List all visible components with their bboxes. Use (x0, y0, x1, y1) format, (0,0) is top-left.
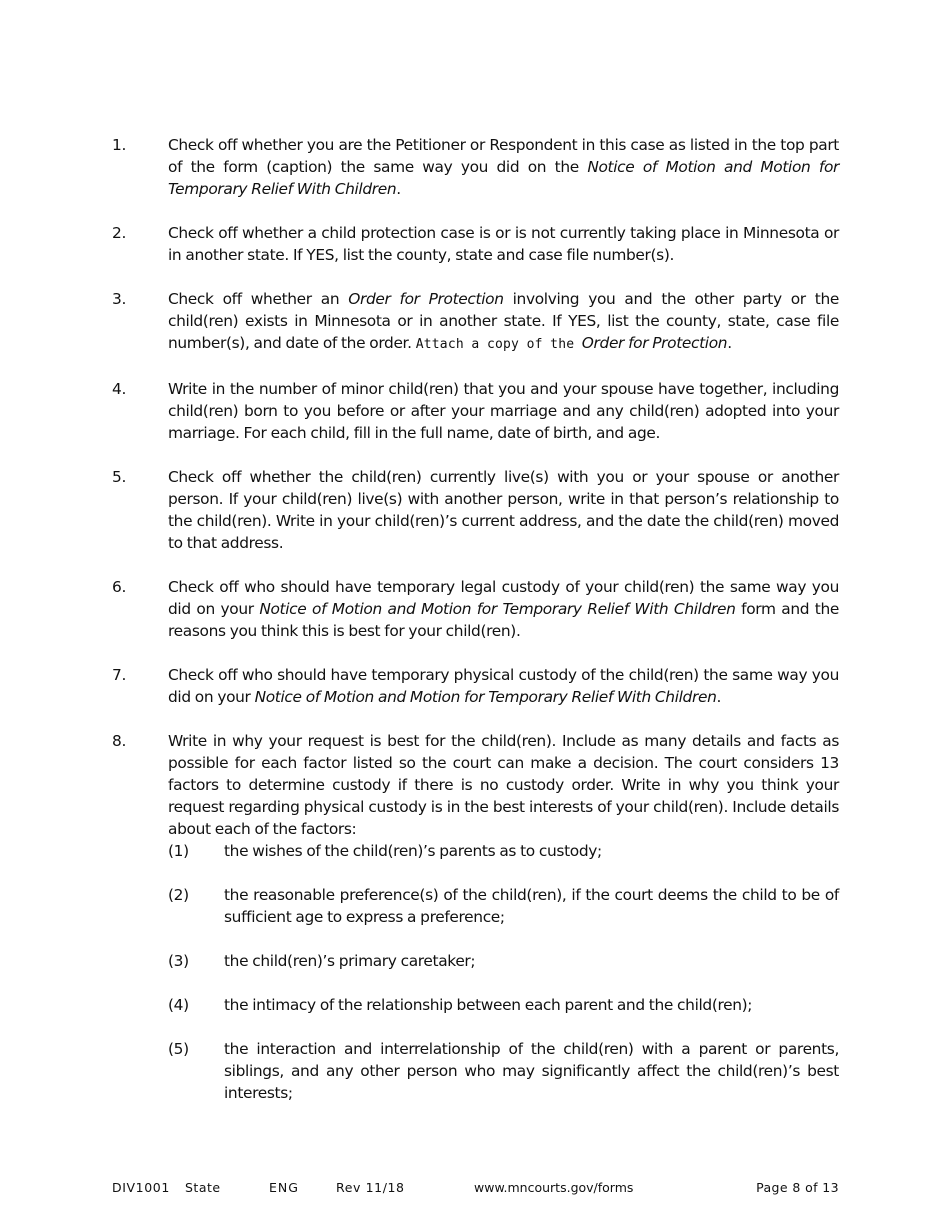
custody-factor-text: the child(ren)’s primary caretaker; (224, 952, 476, 970)
custody-factor-number: (3) (168, 952, 189, 970)
instruction-text-part: . (727, 334, 732, 352)
instruction-text (168, 730, 839, 1104)
instruction-text-part: Write in the number of minor child(ren) that you and your spouse have together, including child(ren) born to you before or after your marriage and any child(ren) adopted into your marriage. For each child, fill in the full name, date of birth, and age. (168, 380, 839, 442)
instruction-item (112, 222, 839, 266)
page-footer (112, 1180, 839, 1196)
instruction-text-part: Check off whether an (168, 290, 349, 308)
instruction-text-part: involving you and the other party or the child(ren) exists in Minnesota or in another state. If YES, list the county, state, case file number(s), and date of the order. (168, 290, 839, 352)
custody-factor-number: (1) (168, 842, 189, 860)
instruction-text (168, 288, 839, 356)
instruction-text (168, 664, 839, 708)
custody-factor-text: the intimacy of the relationship between each parent and the child(ren); (224, 996, 753, 1014)
instruction-item (112, 730, 839, 1104)
instruction-text-part: form and the reasons you think this is best for your child(ren). (168, 600, 839, 640)
instruction-number: 6. (112, 578, 126, 596)
footer-language: ENG (269, 1180, 299, 1195)
form-title-reference: Notice of Motion and Motion for Temporary Relief With Children (254, 688, 717, 706)
custody-factor-number: (4) (168, 996, 189, 1014)
instruction-number: 2. (112, 224, 126, 242)
instructions-list (112, 134, 839, 1126)
instruction-text-part: . (396, 180, 401, 198)
instruction-number: 5. (112, 468, 126, 486)
form-title-reference: Order for Protection (581, 334, 728, 352)
custody-factors-list (168, 840, 839, 1104)
instruction-text-part: Check off who should have temporary physical custody of the child(ren) the same way you did on your (168, 666, 839, 706)
custody-factor-item (168, 1038, 839, 1104)
footer-form-code: DIV1001 (112, 1180, 170, 1195)
form-title-reference: Notice of Motion and Motion for Temporary Relief With Children (168, 158, 839, 198)
custody-factor-item (168, 950, 839, 972)
form-title-reference: Order for Protection (348, 290, 504, 308)
custody-factor-number: (2) (168, 886, 189, 904)
instruction-item (112, 664, 839, 708)
footer-page-number: Page 8 of 13 (756, 1180, 839, 1195)
instruction-text-part: . (716, 688, 722, 706)
form-title-reference: Notice of Motion and Motion for Temporary Relief With Children (259, 600, 736, 618)
custody-factor-text: the wishes of the child(ren)’s parents as to custody; (224, 842, 602, 860)
instruction-number: 7. (112, 666, 126, 684)
instruction-item (112, 576, 839, 642)
instruction-text (168, 466, 839, 554)
instruction-text-part: Check off whether you are the Petitioner or Respondent in this case as listed in the top part of the form (caption) the same way you did on the (168, 136, 839, 176)
custody-factor-text: the reasonable preference(s) of the child(ren), if the court deems the child to be of sufficient age to express a preference; (224, 886, 839, 926)
footer-state: State (185, 1180, 221, 1195)
instruction-text (168, 378, 839, 444)
instruction-item (112, 288, 839, 356)
custody-factor-text: the interaction and interrelationship of the child(ren) with a parent or parents, siblings, and any other person who may significantly affect the child(ren)’s best interests; (224, 1040, 839, 1102)
instruction-number: 3. (112, 290, 126, 308)
instruction-text-part: Write in why your request is best for the child(ren). Include as many details and facts as possible for each factor listed so the court can make a decision. The court considers 13 factors to determine custody if there is no custody order. Write in why you think your request regarding physical custody is in the best interests of your child(ren). Include details about each of the factors: (168, 732, 839, 838)
custody-factor-item (168, 840, 839, 862)
instruction-text-part: Check off whether a child protection case is or is not currently taking place in Minnesota or in another state. If YES, list the county, state and case file number(s). (168, 224, 839, 264)
footer-revision: Rev 11/18 (336, 1180, 405, 1195)
instruction-item (112, 378, 839, 444)
instruction-text-part: Check off who should have temporary legal custody of your child(ren) the same way you did on your (168, 578, 839, 618)
instruction-item (112, 466, 839, 554)
instruction-text-part: Attach a copy of the (415, 337, 582, 352)
instruction-text (168, 134, 839, 200)
instruction-number: 8. (112, 732, 126, 750)
instruction-text (168, 222, 839, 266)
instruction-number: 1. (112, 136, 126, 154)
instruction-item (112, 134, 839, 200)
custody-factor-item (168, 884, 839, 928)
instruction-text (168, 576, 839, 642)
instruction-number: 4. (112, 380, 126, 398)
instruction-text-part: Check off whether the child(ren) currently live(s) with you or your spouse or another person. If your child(ren) live(s) with another person, write in that person’s relationship to the child(ren). Write in your child(ren)’s current address, and the date the child(ren) moved to that address. (168, 468, 839, 552)
custody-factor-number: (5) (168, 1040, 189, 1058)
footer-url: www.mncourts.gov/forms (474, 1180, 634, 1195)
custody-factor-item (168, 994, 839, 1016)
